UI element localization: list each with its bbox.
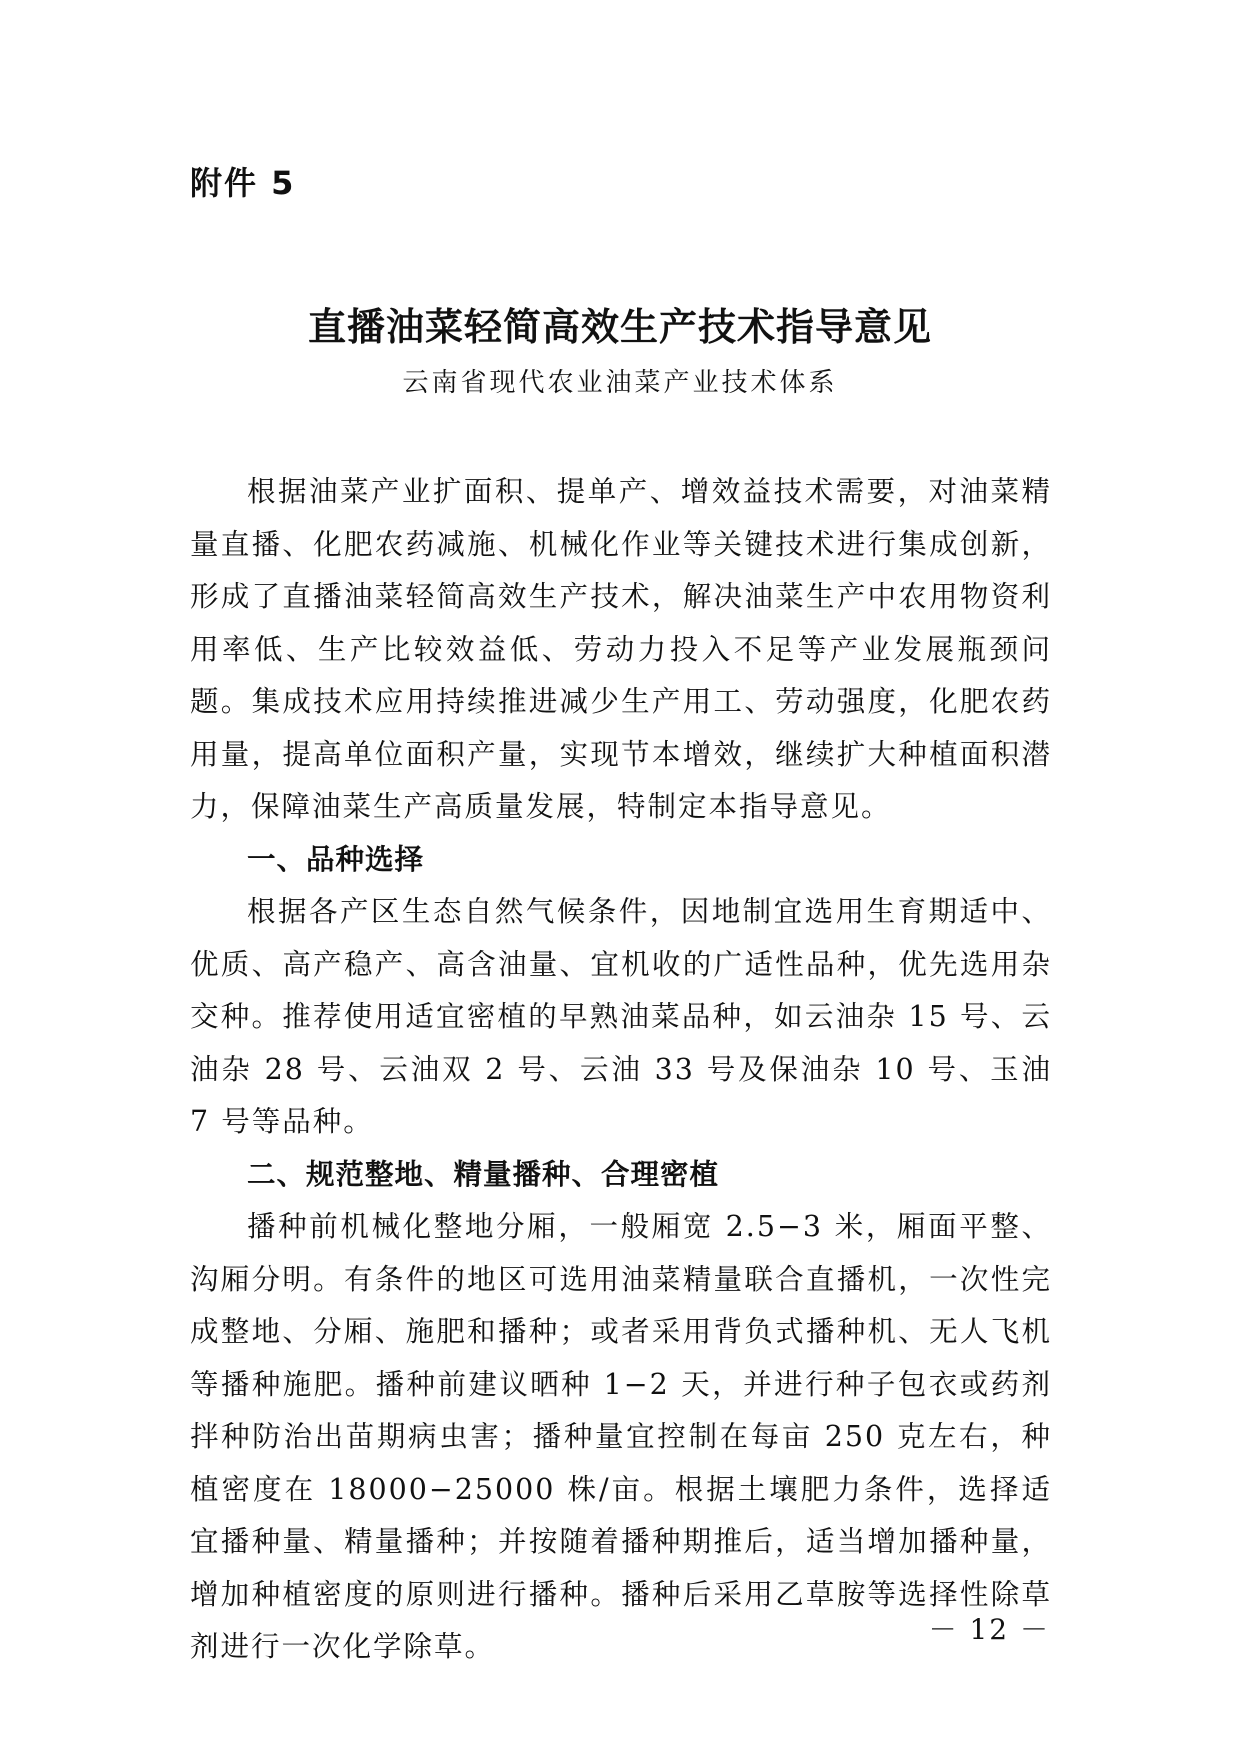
document-title: 直播油菜轻简高效生产技术指导意见: [307, 305, 932, 349]
intro-paragraph: 根据油菜产业扩面积、提单产、增效益技术需要，对油菜精量直播、化肥农药减施、机械化作业等关键技术进行集成创新，形成了直播油菜轻简高效生产技术，解决油菜生产中农用物资利用率低、生产比较效益低、劳动力投入不足等产业发展瓶颈问题。集成技术应用持续推进减少生产用工、劳动强度，化肥农药用量，提高单位面积产量，实现节本增效，继续扩大种植面积潜力，保障油菜生产高质量发展，特制定本指导意见。: [190, 475, 1052, 823]
attachment-label: 附件 5: [190, 164, 296, 202]
document-body: [190, 466, 1052, 1674]
section-paragraph-variety: 根据各产区生态自然气候条件，因地制宜选用生育期适中、优质、高产稳产、高含油量、宜机收的广适性品种，优先选用杂交种。推荐使用适宜密植的早熟油菜品种，如云油杂 15 号、云油杂 28 号、云油双 2 号、云油 33 号及保油杂 10 号、玉油 7 号等品种。: [190, 895, 1052, 1138]
page-number: － 12 －: [928, 1613, 1050, 1646]
section-paragraph-sowing: 播种前机械化整地分厢，一般厢宽 2.5−3 米，厢面平整、沟厢分明。有条件的地区可选用油菜精量联合直播机，一次性完成整地、分厢、施肥和播种；或者采用背负式播种机、无人飞机等播种施肥。播种前建议晒种 1−2 天，并进行种子包衣或药剂拌种防治出苗期病虫害；播种量宜控制在每亩 250 克左右，种植密度在 18000−25000 株/亩。根据土壤肥力条件，选择适宜播种量、精量播种；并按随着播种期推后，适当增加播种量，增加种植密度的原则进行播种。播种后采用乙草胺等选择性除草剂进行一次化学除草。: [190, 1210, 1052, 1663]
section-heading-variety: 一、品种选择: [247, 842, 425, 876]
document-subtitle: 云南省现代农业油菜产业技术体系: [402, 368, 838, 398]
section-heading-sowing: 二、规范整地、精量播种、合理密植: [247, 1157, 720, 1191]
